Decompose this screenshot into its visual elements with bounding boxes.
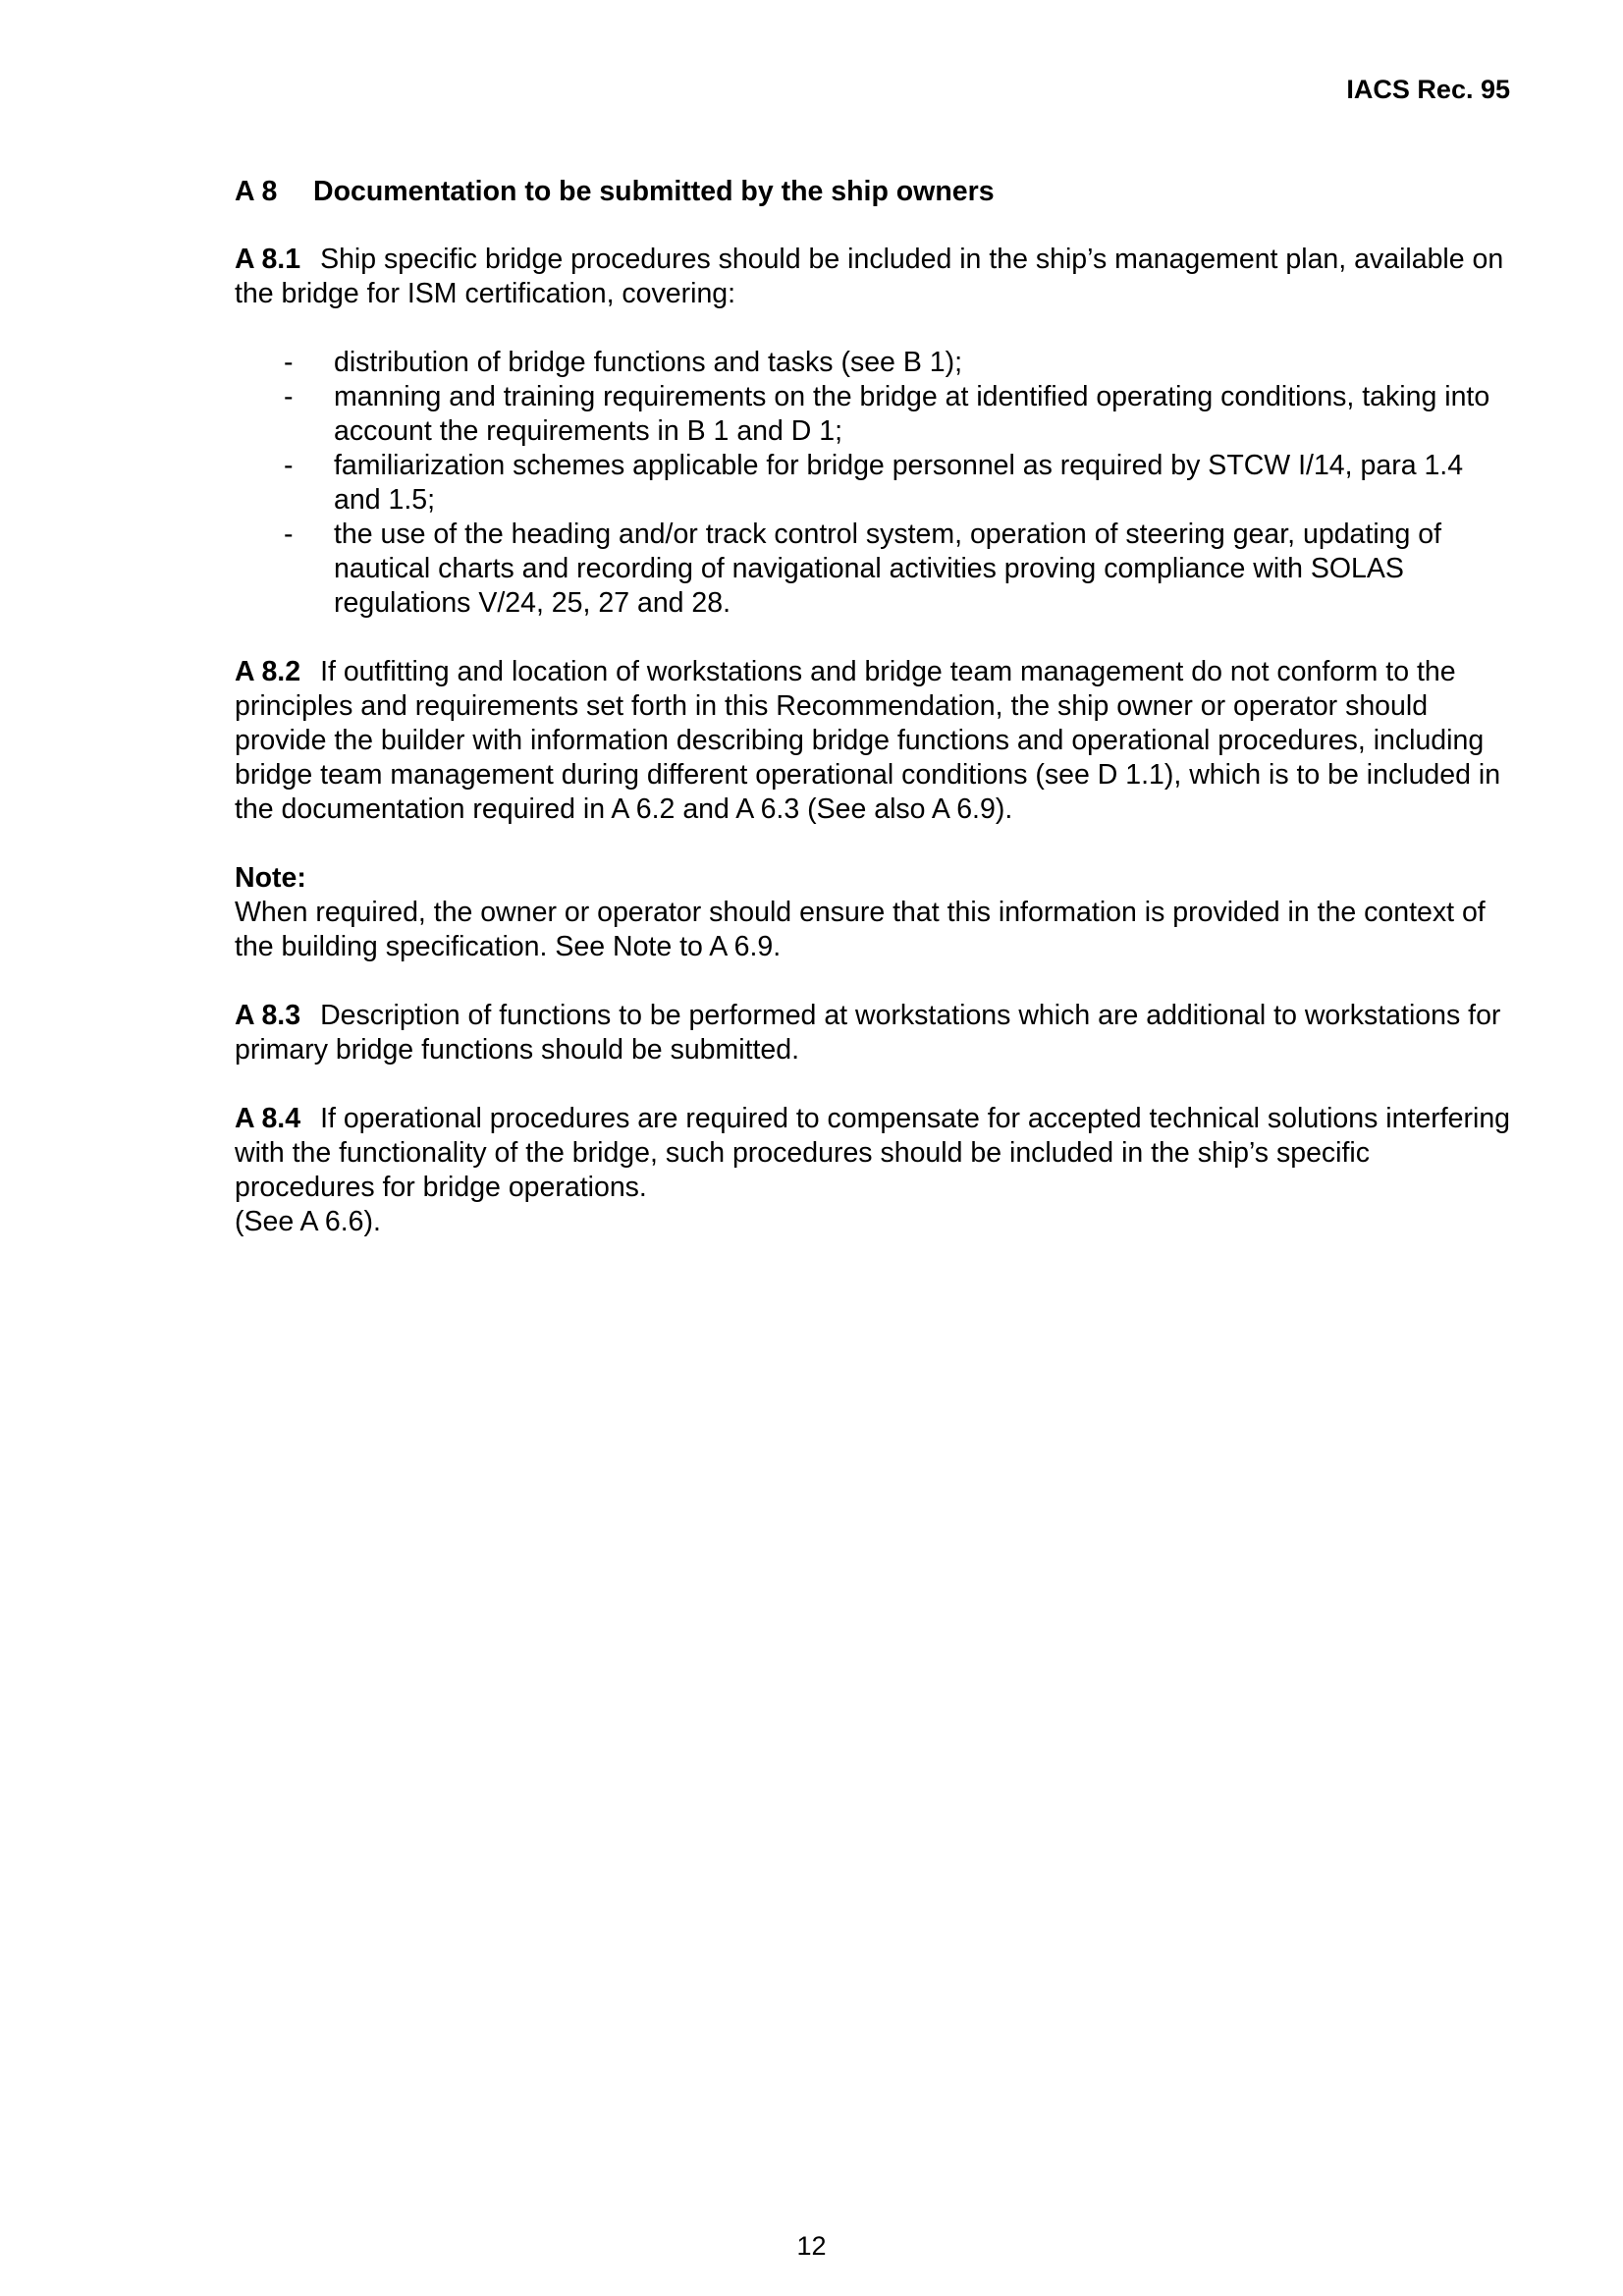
list-item bbox=[235, 380, 1511, 449]
list-dash: - bbox=[284, 347, 294, 378]
list-item-text: familiarization schemes applicable for bridge personnel as required by STCW I/14, para 1.4 and 1.5; bbox=[334, 450, 1464, 516]
list-item bbox=[235, 518, 1511, 621]
page-number: 12 bbox=[796, 2231, 827, 2261]
note-title: Note: bbox=[235, 862, 306, 894]
list-item-text: manning and training requirements on the bridge at identified operating conditions, taking into account the requirements in B 1 and D 1; bbox=[334, 381, 1490, 447]
clause-number: A 8.3 bbox=[235, 1000, 301, 1031]
clause-a8-3 bbox=[235, 999, 1511, 1067]
clause-number: A 8.1 bbox=[235, 244, 301, 275]
section-number: A 8 bbox=[235, 176, 278, 207]
list-item-text: the use of the heading and/or track control system, operation of steering gear, updating of nautical charts and recording of navigational activities proving compliance with SOLAS regulations V/24, 25, 27 and 28. bbox=[334, 519, 1442, 619]
clause-text: If operational procedures are required to compensate for accepted technical solutions interfering with the functionality of the bridge, such procedures should be included in the ship’s specific procedures for bridge operations. bbox=[235, 1103, 1511, 1203]
list-dash: - bbox=[284, 450, 294, 481]
clause-number: A 8.2 bbox=[235, 656, 301, 687]
list-item bbox=[235, 449, 1511, 518]
list-item bbox=[235, 346, 1511, 380]
clause-reference: (See A 6.6). bbox=[235, 1206, 381, 1237]
note-text: When required, the owner or operator should ensure that this information is provided in the context of the building specification. See Note to A 6.9. bbox=[235, 897, 1486, 962]
document-body bbox=[235, 175, 1511, 1274]
procedures-list bbox=[235, 346, 1511, 621]
section-heading bbox=[235, 175, 1511, 209]
clause-a8-4 bbox=[235, 1102, 1511, 1239]
clause-a8-1 bbox=[235, 243, 1511, 311]
clause-number: A 8.4 bbox=[235, 1103, 301, 1134]
list-dash: - bbox=[284, 519, 294, 550]
clause-text: Description of functions to be performed at workstations which are additional to workstations for primary bridge functions should be submitted. bbox=[235, 1000, 1501, 1066]
clause-a8-2 bbox=[235, 655, 1511, 827]
clause-text: Ship specific bridge procedures should be included in the ship’s management plan, available on the bridge for ISM certification, covering: bbox=[235, 244, 1504, 309]
section-title: Documentation to be submitted by the ship owners bbox=[313, 176, 995, 207]
list-dash: - bbox=[284, 381, 294, 412]
document-reference: IACS Rec. 95 bbox=[1346, 75, 1510, 104]
note-block bbox=[235, 861, 1511, 964]
list-item-text: distribution of bridge functions and tasks (see B 1); bbox=[334, 347, 963, 378]
clause-text: If outfitting and location of workstations and bridge team management do not conform to the principles and requirements set forth in this Recommendation, the ship owner or operator should provide the builder with information describing bridge functions and operational procedures, including bridge team management during different operational conditions (see D 1.1), which is to be included in the documentation required in A 6.2 and A 6.3 (See also A 6.9). bbox=[235, 656, 1501, 825]
